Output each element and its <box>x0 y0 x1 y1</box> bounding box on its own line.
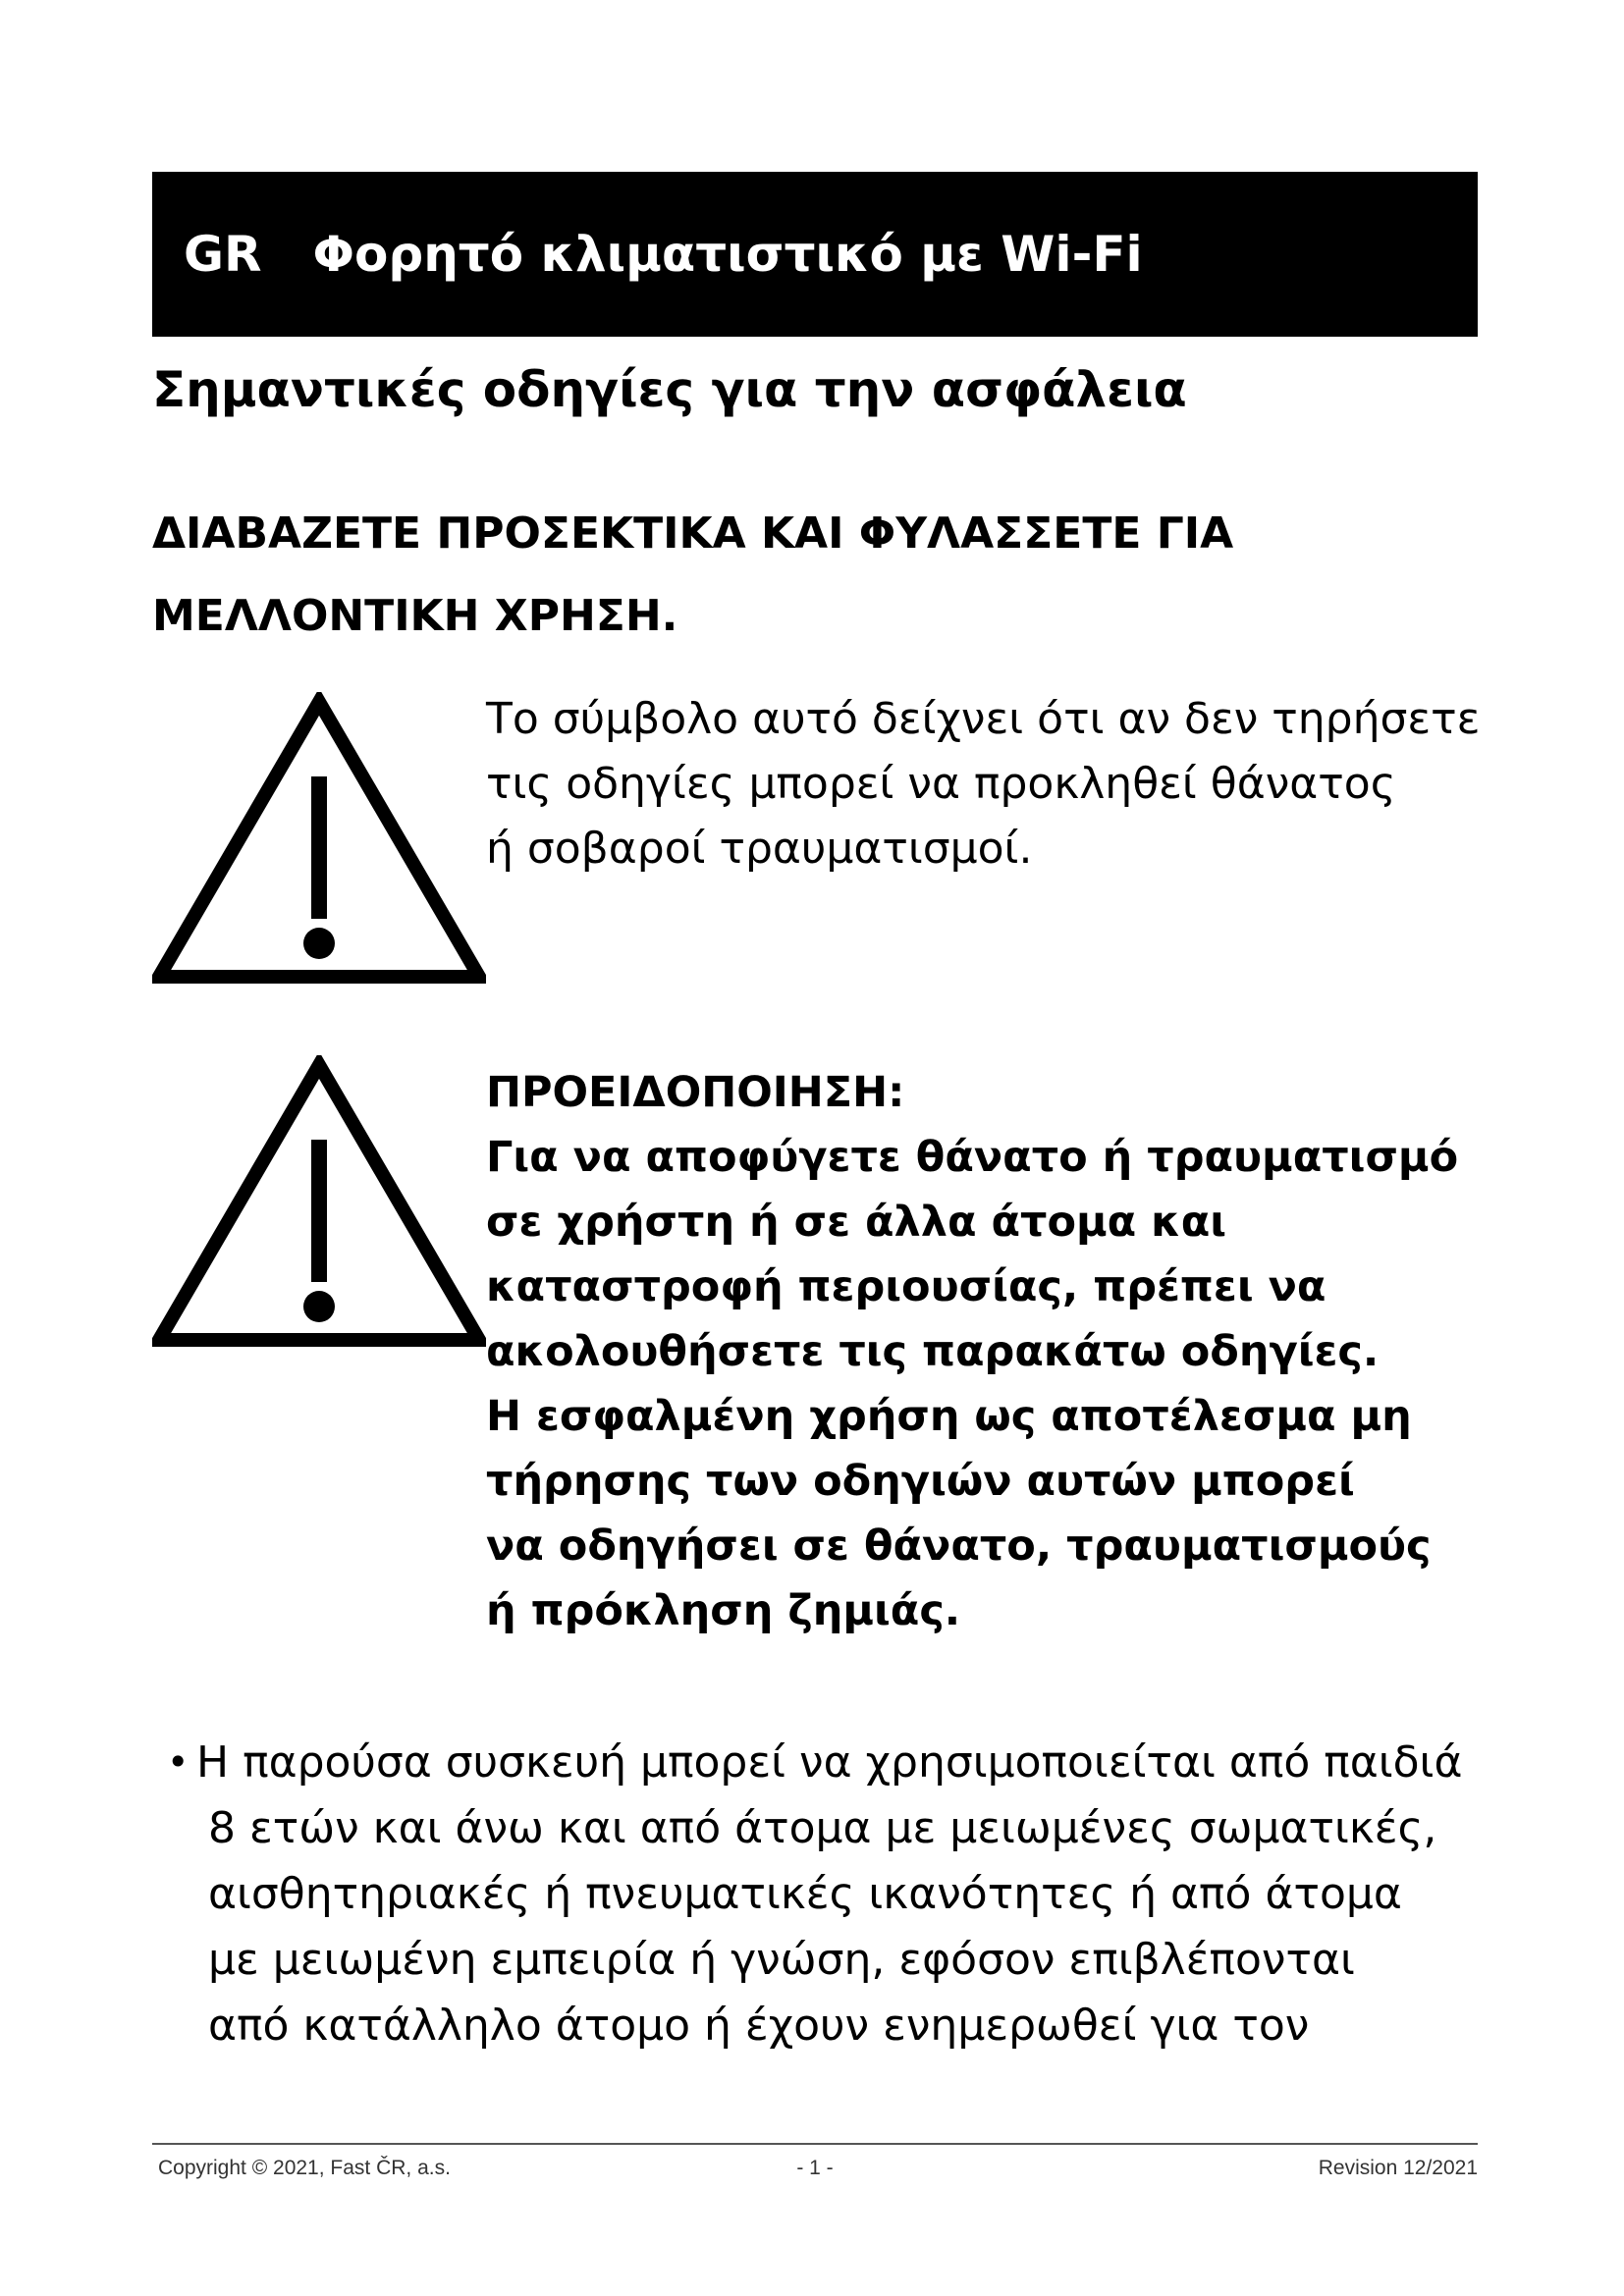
warning-line: ή πρόκληση ζημιάς. <box>486 1586 961 1635</box>
read-carefully-notice <box>152 493 1507 658</box>
warning-line: καταστροφή περιουσίας, πρέπει να <box>486 1262 1326 1311</box>
warning-line: σε χρήστη ή σε άλλα άτομα και <box>486 1198 1227 1247</box>
list-item <box>167 1730 1522 2058</box>
notice-line: ΜΕΛΛΟΝΤΙΚΗ ΧΡΗΣΗ. <box>152 591 678 641</box>
language-code: GR <box>184 226 262 283</box>
footer-page-number: - 1 - <box>796 2157 834 2179</box>
warning-heading: ΠΡΟΕΙΔΟΠΟΙΗΣΗ: <box>486 1068 905 1117</box>
page-footer <box>152 2157 1478 2186</box>
bullet-line: αισθητηριακές ή πνευματικές ικανότητες ή από άτομα <box>208 1869 1402 1919</box>
section-title: Σημαντικές οδηγίες για την ασφάλεια <box>152 361 1187 418</box>
notice-line: ΔΙΑΒΑΖΕΤΕ ΠΡΟΣΕΚΤΙΚΑ ΚΑΙ ΦΥΛΑΣΣΕΤΕ ΓΙΑ <box>152 508 1234 559</box>
document-header-bar <box>152 172 1478 337</box>
safety-bullet-list <box>167 1730 1522 2058</box>
warning-line: να οδηγήσει σε θάνατο, τραυματισμούς <box>486 1522 1432 1571</box>
warning-line: Για να αποφύγετε θάνατο ή τραυματισμό <box>486 1133 1459 1182</box>
footer-copyright: Copyright © 2021, Fast ČR, a.s. <box>158 2157 451 2179</box>
bullet-line: 8 ετών και άνω και από άτομα με μειωμένες σωματικές, <box>208 1803 1437 1853</box>
bullet-line: από κατάλληλο άτομο ή έχουν ενημερωθεί για τον <box>208 2001 1310 2051</box>
bullet-line: Η παρούσα συσκευή μπορεί να χρησιμοποιείται από παιδιά <box>196 1737 1463 1788</box>
warning-triangle-icon <box>152 1055 486 1350</box>
warning-line: ακολουθήσετε τις παρακάτω οδηγίες. <box>486 1327 1380 1376</box>
warning-line: τήρησης των οδηγιών αυτών μπορεί <box>486 1457 1355 1506</box>
document-title: Φορητό κλιματιστικό με Wi-Fi <box>312 226 1143 283</box>
warning-triangle-icon <box>152 692 486 987</box>
footer-divider <box>152 2143 1478 2145</box>
warning-line: Η εσφαλμένη χρήση ως αποτέλεσμα μη <box>486 1392 1412 1441</box>
warning-block <box>486 1060 1517 1643</box>
footer-revision: Revision 12/2021 <box>1318 2157 1478 2179</box>
symbol-explanation-line: ή σοβαροί τραυματισμοί. <box>486 824 1033 874</box>
bullet-line: με μειωμένη εμπειρία ή γνώση, εφόσον επιβλέπονται <box>208 1935 1355 1985</box>
symbol-explanation <box>486 687 1517 881</box>
symbol-explanation-line: τις οδηγίες μπορεί να προκληθεί θάνατος <box>486 759 1396 809</box>
bullet-marker: • <box>167 1740 189 1784</box>
symbol-explanation-line: Το σύμβολο αυτό δείχνει ότι αν δεν τηρήσετε <box>486 694 1481 744</box>
